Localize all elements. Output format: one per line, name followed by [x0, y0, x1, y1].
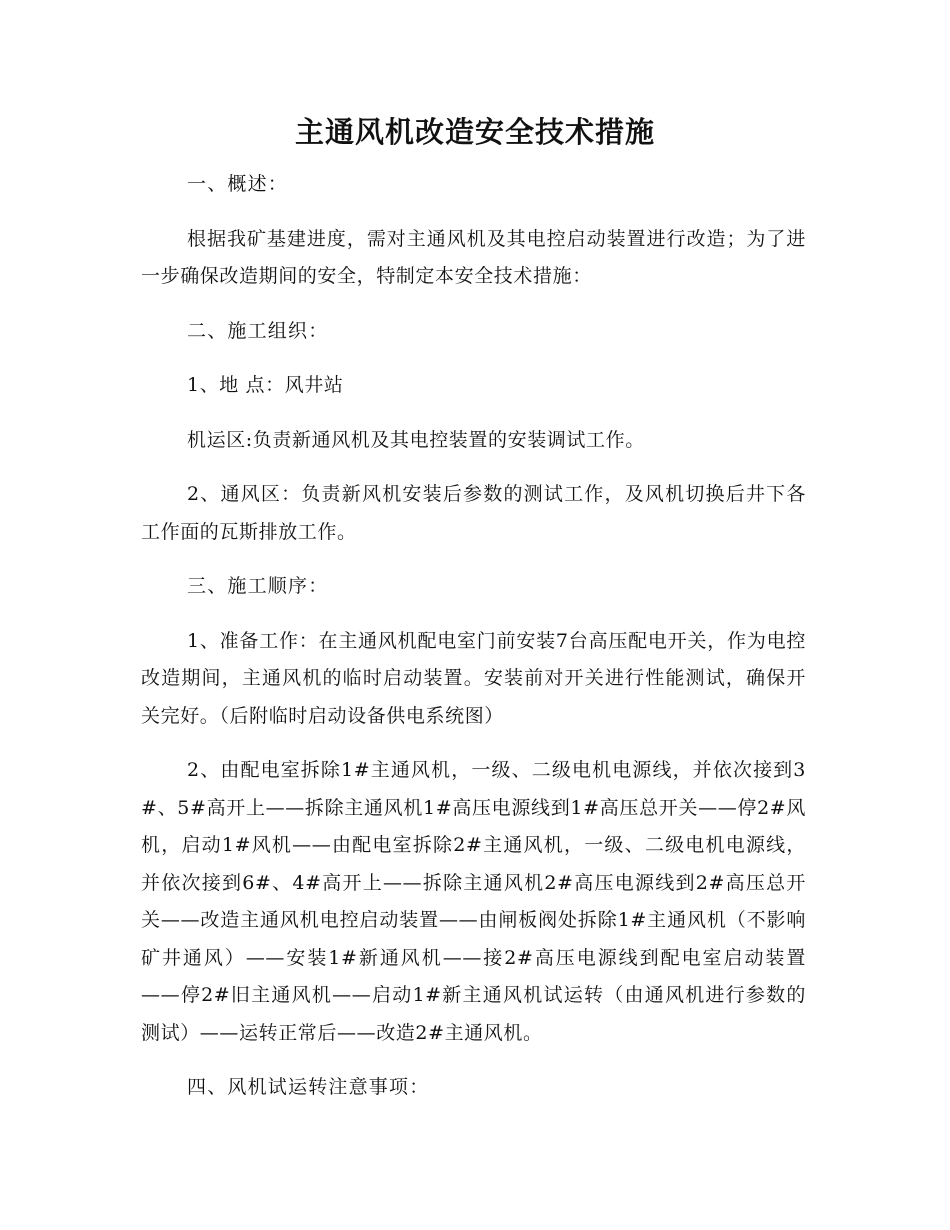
paragraph-preparation: 1、准备工作：在主通风机配电室门前安装7台高压配电开关，作为电控改造期间，主通风机的临时启动装置。安装前对开关进行性能测试，确保开关完好。（后附临时启动设备供电系统图）	[141, 629, 806, 727]
paragraph-procedure: 2、由配电室拆除1#主通风机，一级、二级电机电源线，并依次接到3#、5#高开上——拆除主通风机1#高压电源线到1#高压总开关——停2#风机，启动1#风机——由配电室拆除2#主通风机，一级、二级电机电源线，并依次接到6#、4#高开上——拆除主通风机2#高压电源线到2#高压总开关——改造主通风机电控启动装置——由闸板阀处拆除1#主通风机（不影响矿井通风）——安装1#新通风机——接2#高压电源线到配电室启动装置——停2#旧主通风机——启动1#新主通风机试运转（由通风机进行参数的测试）——运转正常后——改造2#主通风机。	[141, 759, 806, 1044]
section-heading-overview: 一、概述：	[187, 173, 289, 195]
document-body	[141, 166, 806, 1124]
paragraph-overview: 根据我矿基建进度，需对主通风机及其电控启动装置进行改造；为了进一步确保改造期间的安全，特制定本安全技术措施：	[141, 227, 806, 287]
document-title: 主通风机改造安全技术措施	[294, 115, 655, 149]
paragraph-location: 1、地 点：风井站	[187, 374, 344, 396]
section-heading-organization: 二、施工组织：	[187, 319, 329, 342]
section-heading-sequence: 三、施工顺序：	[187, 575, 329, 597]
section-heading-trial-run: 四、风机试运转注意事项：	[187, 1076, 430, 1098]
paragraph-machinery-dept: 机运区:负责新通风机及其电控装置的安装调试工作。	[187, 428, 645, 451]
paragraph-ventilation-dept: 2、通风区：负责新风机安装后参数的测试工作，及风机切换后井下各工作面的瓦斯排放工作。	[141, 483, 806, 543]
